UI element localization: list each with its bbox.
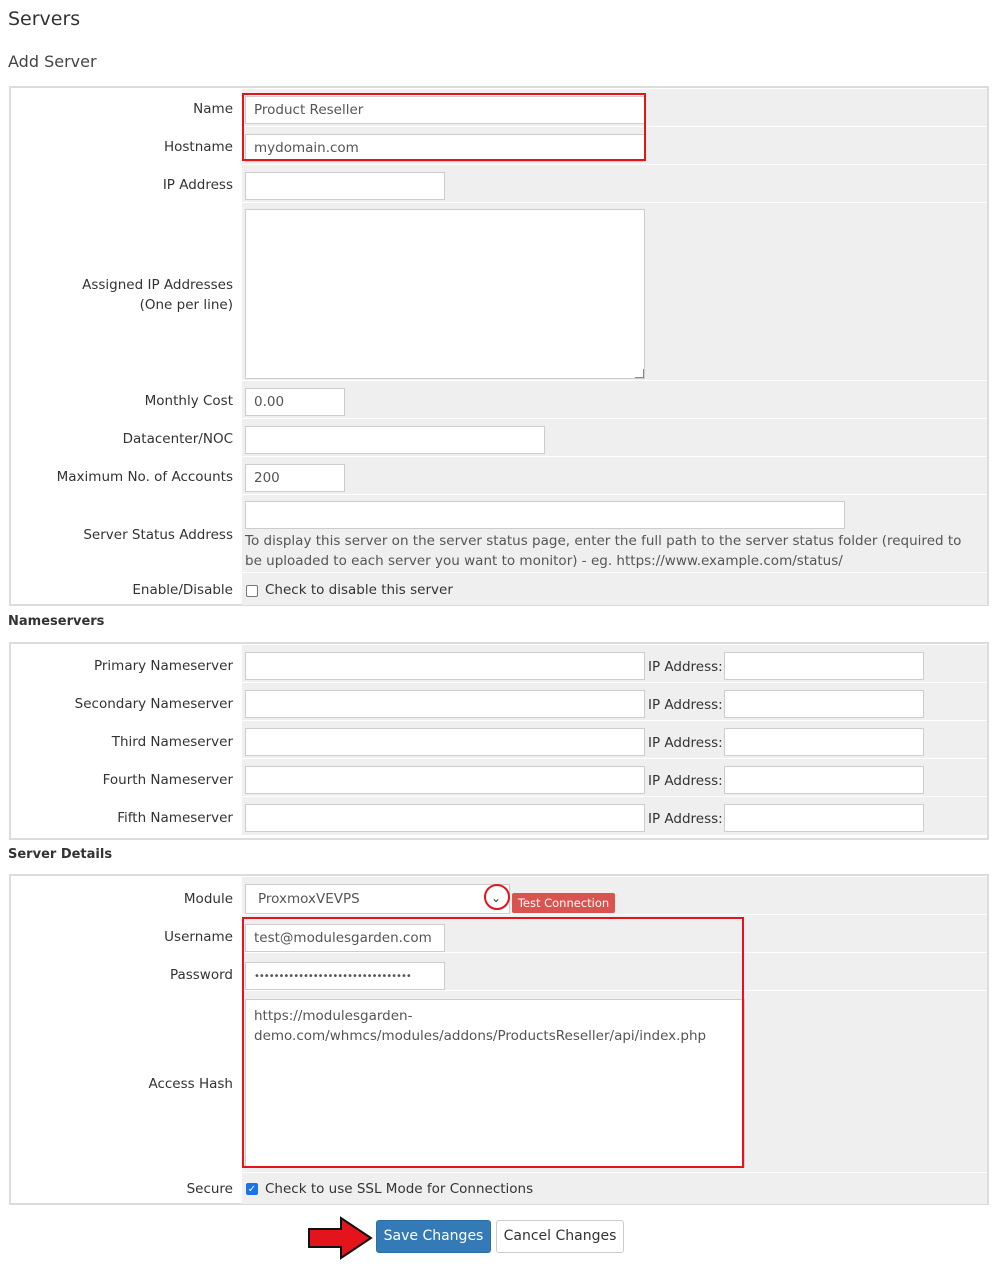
row-hostname bbox=[11, 126, 987, 165]
ip-address-input[interactable] bbox=[245, 172, 445, 200]
monthly-cost-input[interactable]: 0.00 bbox=[245, 388, 345, 416]
access-hash-label: Access Hash bbox=[148, 1076, 233, 1092]
datacenter-label: Datacenter/NOC bbox=[122, 431, 233, 447]
nameserver-ip-label: IP Address: bbox=[648, 773, 723, 789]
page-subtitle: Add Server bbox=[8, 52, 97, 71]
save-changes-button[interactable]: Save Changes bbox=[376, 1220, 491, 1253]
disable-server-checkbox-label: Check to disable this server bbox=[265, 582, 453, 598]
nameservers-panel bbox=[9, 642, 989, 840]
datacenter-input[interactable] bbox=[245, 426, 545, 454]
assigned-ips-label bbox=[11, 275, 233, 315]
arrow-icon bbox=[307, 1216, 373, 1260]
nameserver-ip-label: IP Address: bbox=[648, 735, 723, 751]
monthly-cost-label: Monthly Cost bbox=[144, 393, 233, 409]
password-input[interactable]: •••••••••••••••••••••••••••••••• bbox=[245, 962, 445, 990]
name-input[interactable]: Product Reseller bbox=[245, 96, 645, 124]
nameserver-label: Secondary Nameserver bbox=[74, 696, 233, 712]
row-assigned-ips bbox=[11, 202, 987, 381]
assigned-ips-label-line1: Assigned IP Addresses bbox=[82, 277, 233, 293]
page-title: Servers bbox=[8, 8, 81, 30]
status-address-help: To display this server on the server status page, enter the full path to the server status folder (required to be uploaded to each server you want to monitor) - eg. https://www.example.com/status/ bbox=[245, 533, 962, 569]
username-label: Username bbox=[164, 929, 233, 945]
module-select[interactable]: ProxmoxVEVPS bbox=[245, 884, 510, 914]
access-hash-textarea[interactable] bbox=[245, 999, 745, 1167]
nameserver-label: Fourth Nameserver bbox=[102, 772, 233, 788]
hostname-label: Hostname bbox=[163, 139, 233, 155]
test-connection-button[interactable]: Test Connection bbox=[512, 893, 615, 913]
highlight-dropdown-circle bbox=[484, 884, 510, 910]
row-access-hash bbox=[11, 990, 987, 1173]
add-server-panel bbox=[9, 86, 989, 606]
nameserver-row bbox=[11, 758, 987, 797]
row-max-accounts bbox=[11, 456, 987, 495]
status-address-input[interactable] bbox=[245, 501, 845, 529]
nameserver-label: Fifth Nameserver bbox=[117, 810, 233, 826]
row-datacenter bbox=[11, 418, 987, 457]
secure-checkbox-label: Check to use SSL Mode for Connections bbox=[265, 1181, 534, 1197]
module-label: Module bbox=[183, 891, 233, 907]
max-accounts-label: Maximum No. of Accounts bbox=[56, 469, 233, 485]
disable-server-checkbox[interactable] bbox=[246, 585, 258, 597]
hostname-input[interactable]: mydomain.com bbox=[245, 134, 645, 162]
name-label: Name bbox=[193, 101, 233, 117]
ip-address-label: IP Address bbox=[162, 177, 233, 193]
server-details-panel bbox=[9, 874, 989, 1205]
row-monthly-cost bbox=[11, 380, 987, 419]
assigned-ips-label-line2: (One per line) bbox=[139, 297, 233, 313]
nameservers-section-title: Nameservers bbox=[8, 614, 105, 629]
nameserver-ip-input[interactable] bbox=[724, 690, 924, 718]
username-input[interactable]: test@modulesgarden.com bbox=[245, 924, 445, 952]
row-username bbox=[11, 914, 987, 953]
nameserver-label: Third Nameserver bbox=[111, 734, 233, 750]
access-hash-line-1: https://modulesgarden- bbox=[254, 1008, 413, 1024]
row-ip-address bbox=[11, 164, 987, 203]
nameserver-row bbox=[11, 644, 987, 683]
chevron-down-icon[interactable]: ⌄ bbox=[490, 891, 502, 905]
cancel-changes-button[interactable]: Cancel Changes bbox=[496, 1220, 624, 1253]
nameserver-row bbox=[11, 720, 987, 759]
row-name bbox=[11, 88, 987, 127]
max-accounts-input[interactable]: 200 bbox=[245, 464, 345, 492]
nameserver-input[interactable] bbox=[245, 728, 645, 756]
nameserver-ip-input[interactable] bbox=[724, 766, 924, 794]
nameserver-ip-label: IP Address: bbox=[648, 811, 723, 827]
nameserver-ip-input[interactable] bbox=[724, 652, 924, 680]
nameserver-row bbox=[11, 796, 987, 835]
nameserver-ip-input[interactable] bbox=[724, 728, 924, 756]
row-status-address bbox=[11, 494, 987, 573]
row-enable-disable bbox=[11, 572, 987, 605]
nameserver-input[interactable] bbox=[245, 804, 645, 832]
nameserver-input[interactable] bbox=[245, 690, 645, 718]
assigned-ips-textarea[interactable] bbox=[245, 209, 645, 379]
access-hash-line-2: demo.com/whmcs/modules/addons/ProductsReseller/api/index.php bbox=[254, 1028, 707, 1044]
secure-label: Secure bbox=[186, 1181, 233, 1197]
status-address-label: Server Status Address bbox=[83, 527, 233, 543]
resize-grip-icon[interactable] bbox=[635, 369, 644, 378]
row-password bbox=[11, 952, 987, 991]
nameserver-label: Primary Nameserver bbox=[93, 658, 233, 674]
nameserver-input[interactable] bbox=[245, 766, 645, 794]
secure-checkbox[interactable]: ✓ bbox=[247, 1184, 257, 1195]
enable-disable-label: Enable/Disable bbox=[132, 582, 233, 598]
nameserver-ip-label: IP Address: bbox=[648, 659, 723, 675]
server-details-section-title: Server Details bbox=[8, 847, 113, 862]
row-secure bbox=[11, 1172, 987, 1204]
password-label: Password bbox=[169, 967, 233, 983]
nameserver-ip-input[interactable] bbox=[724, 804, 924, 832]
nameserver-row bbox=[11, 682, 987, 721]
nameserver-input[interactable] bbox=[245, 652, 645, 680]
nameserver-ip-label: IP Address: bbox=[648, 697, 723, 713]
